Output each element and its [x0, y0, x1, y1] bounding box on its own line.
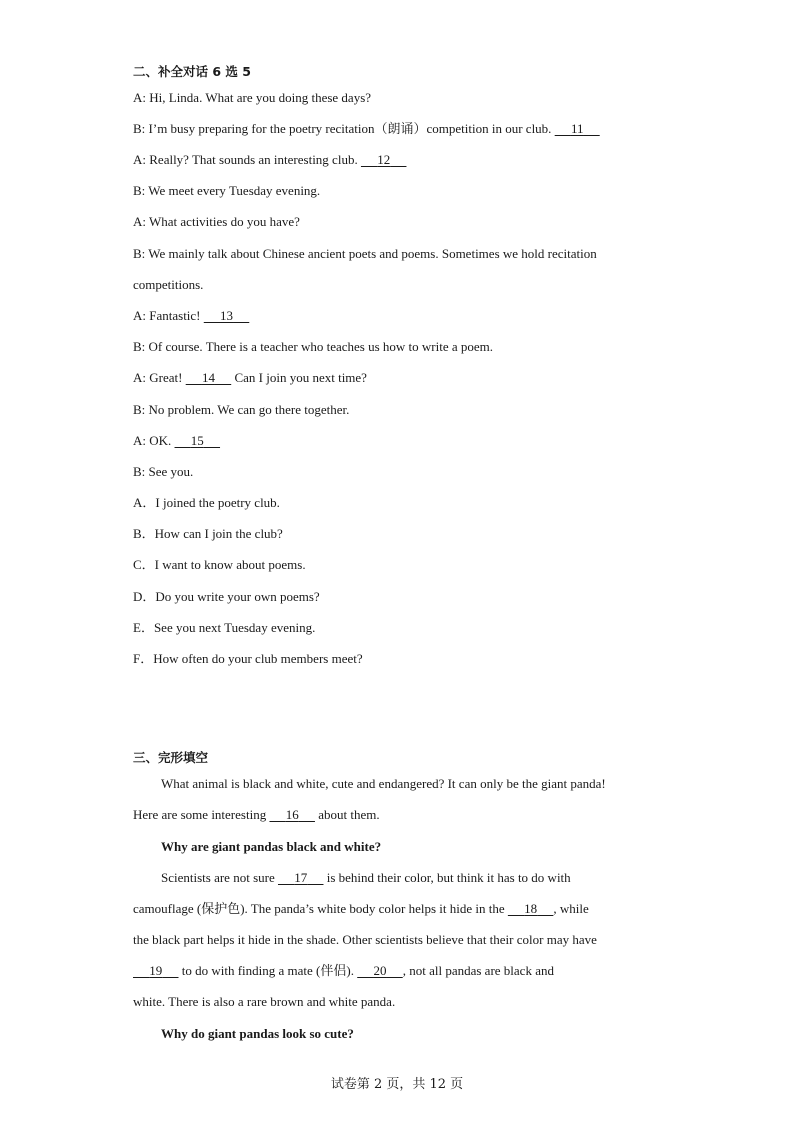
paragraph-text: Scientists are not sure — [161, 870, 278, 885]
dialogue-line: B: See you. — [133, 464, 194, 479]
dialogue-line — [133, 370, 367, 386]
dialogue-line: B: We mainly talk about Chinese ancient poets and poems. Sometimes we hold recitation — [133, 246, 597, 261]
subheading-cute: Why do giant pandas look so cute? — [161, 1026, 354, 1041]
dialogue-text: Can I join you next time? — [231, 370, 367, 385]
dialogue-line — [133, 152, 406, 168]
dialogue-line: A: What activities do you have? — [133, 214, 300, 229]
dialogue-text: A: Great! — [133, 370, 186, 385]
dialogue-text: B: I’m busy preparing for the poetry recitation（朗诵）competition in our club. — [133, 121, 555, 136]
paragraph-text: camouflage (保护色). The panda’s white body color helps it hide in the — [133, 901, 508, 916]
blank-11[interactable]: 11 — [570, 121, 584, 136]
paragraph-line: the black part helps it hide in the shade. Other scientists believe that their color may have — [133, 932, 597, 947]
blank-19[interactable]: 19 — [149, 963, 163, 978]
dialogue-line — [133, 433, 220, 449]
paragraph-text: to do with finding a mate (伴侣). — [178, 963, 358, 978]
blank-20[interactable]: 20 — [373, 963, 387, 978]
blank-12[interactable]: 12 — [377, 152, 391, 167]
paragraph-line — [133, 807, 380, 823]
blank-17[interactable]: 17 — [294, 870, 308, 885]
blank-15[interactable]: 15 — [190, 433, 204, 448]
blank-14[interactable]: 14 — [201, 370, 215, 385]
section-heading-cloze: 三、完形填空 — [133, 750, 209, 765]
dialogue-line — [133, 308, 249, 324]
option-a: A．I joined the poetry club. — [133, 495, 280, 510]
option-f: F．How often do your club members meet? — [133, 651, 363, 666]
paragraph-text: , not all pandas are black and — [402, 963, 554, 978]
dialogue-line: B: No problem. We can go there together. — [133, 402, 350, 417]
option-c: C．I want to know about poems. — [133, 557, 306, 572]
dialogue-line: competitions. — [133, 277, 204, 292]
dialogue-line: B: We meet every Tuesday evening. — [133, 183, 321, 198]
paragraph-line — [133, 963, 554, 979]
page-footer: 试卷第 2 页，共 12 页 — [330, 1077, 464, 1092]
subheading-black-white: Why are giant pandas black and white? — [161, 839, 382, 854]
dialogue-text: A: Fantastic! — [133, 308, 204, 323]
dialogue-line: B: Of course. There is a teacher who teaches us how to write a poem. — [133, 339, 494, 354]
option-e: E．See you next Tuesday evening. — [133, 620, 316, 635]
option-b: B．How can I join the club? — [133, 526, 283, 541]
paragraph-line: white. There is also a rare brown and white panda. — [133, 994, 396, 1009]
paragraph-line — [133, 901, 589, 917]
paragraph-line: What animal is black and white, cute and endangered? It can only be the giant panda! — [161, 776, 606, 791]
dialogue-text: A: Really? That sounds an interesting club. — [133, 152, 361, 167]
paragraph-text: is behind their color, but think it has to do with — [323, 870, 571, 885]
paragraph-text: Here are some interesting — [133, 807, 270, 822]
blank-13[interactable]: 13 — [220, 308, 234, 323]
section-heading-dialogue: 二、补全对话 6 选 5 — [133, 64, 251, 79]
dialogue-line — [133, 121, 600, 137]
blank-18[interactable]: 18 — [524, 901, 538, 916]
dialogue-line: A: Hi, Linda. What are you doing these days? — [133, 90, 372, 105]
blank-16[interactable]: 16 — [285, 807, 299, 822]
option-d: D．Do you write your own poems? — [133, 589, 320, 604]
dialogue-text: A: OK. — [133, 433, 175, 448]
paragraph-text: , while — [553, 901, 589, 916]
paragraph-text: about them. — [314, 807, 380, 822]
paragraph-line — [161, 870, 571, 886]
